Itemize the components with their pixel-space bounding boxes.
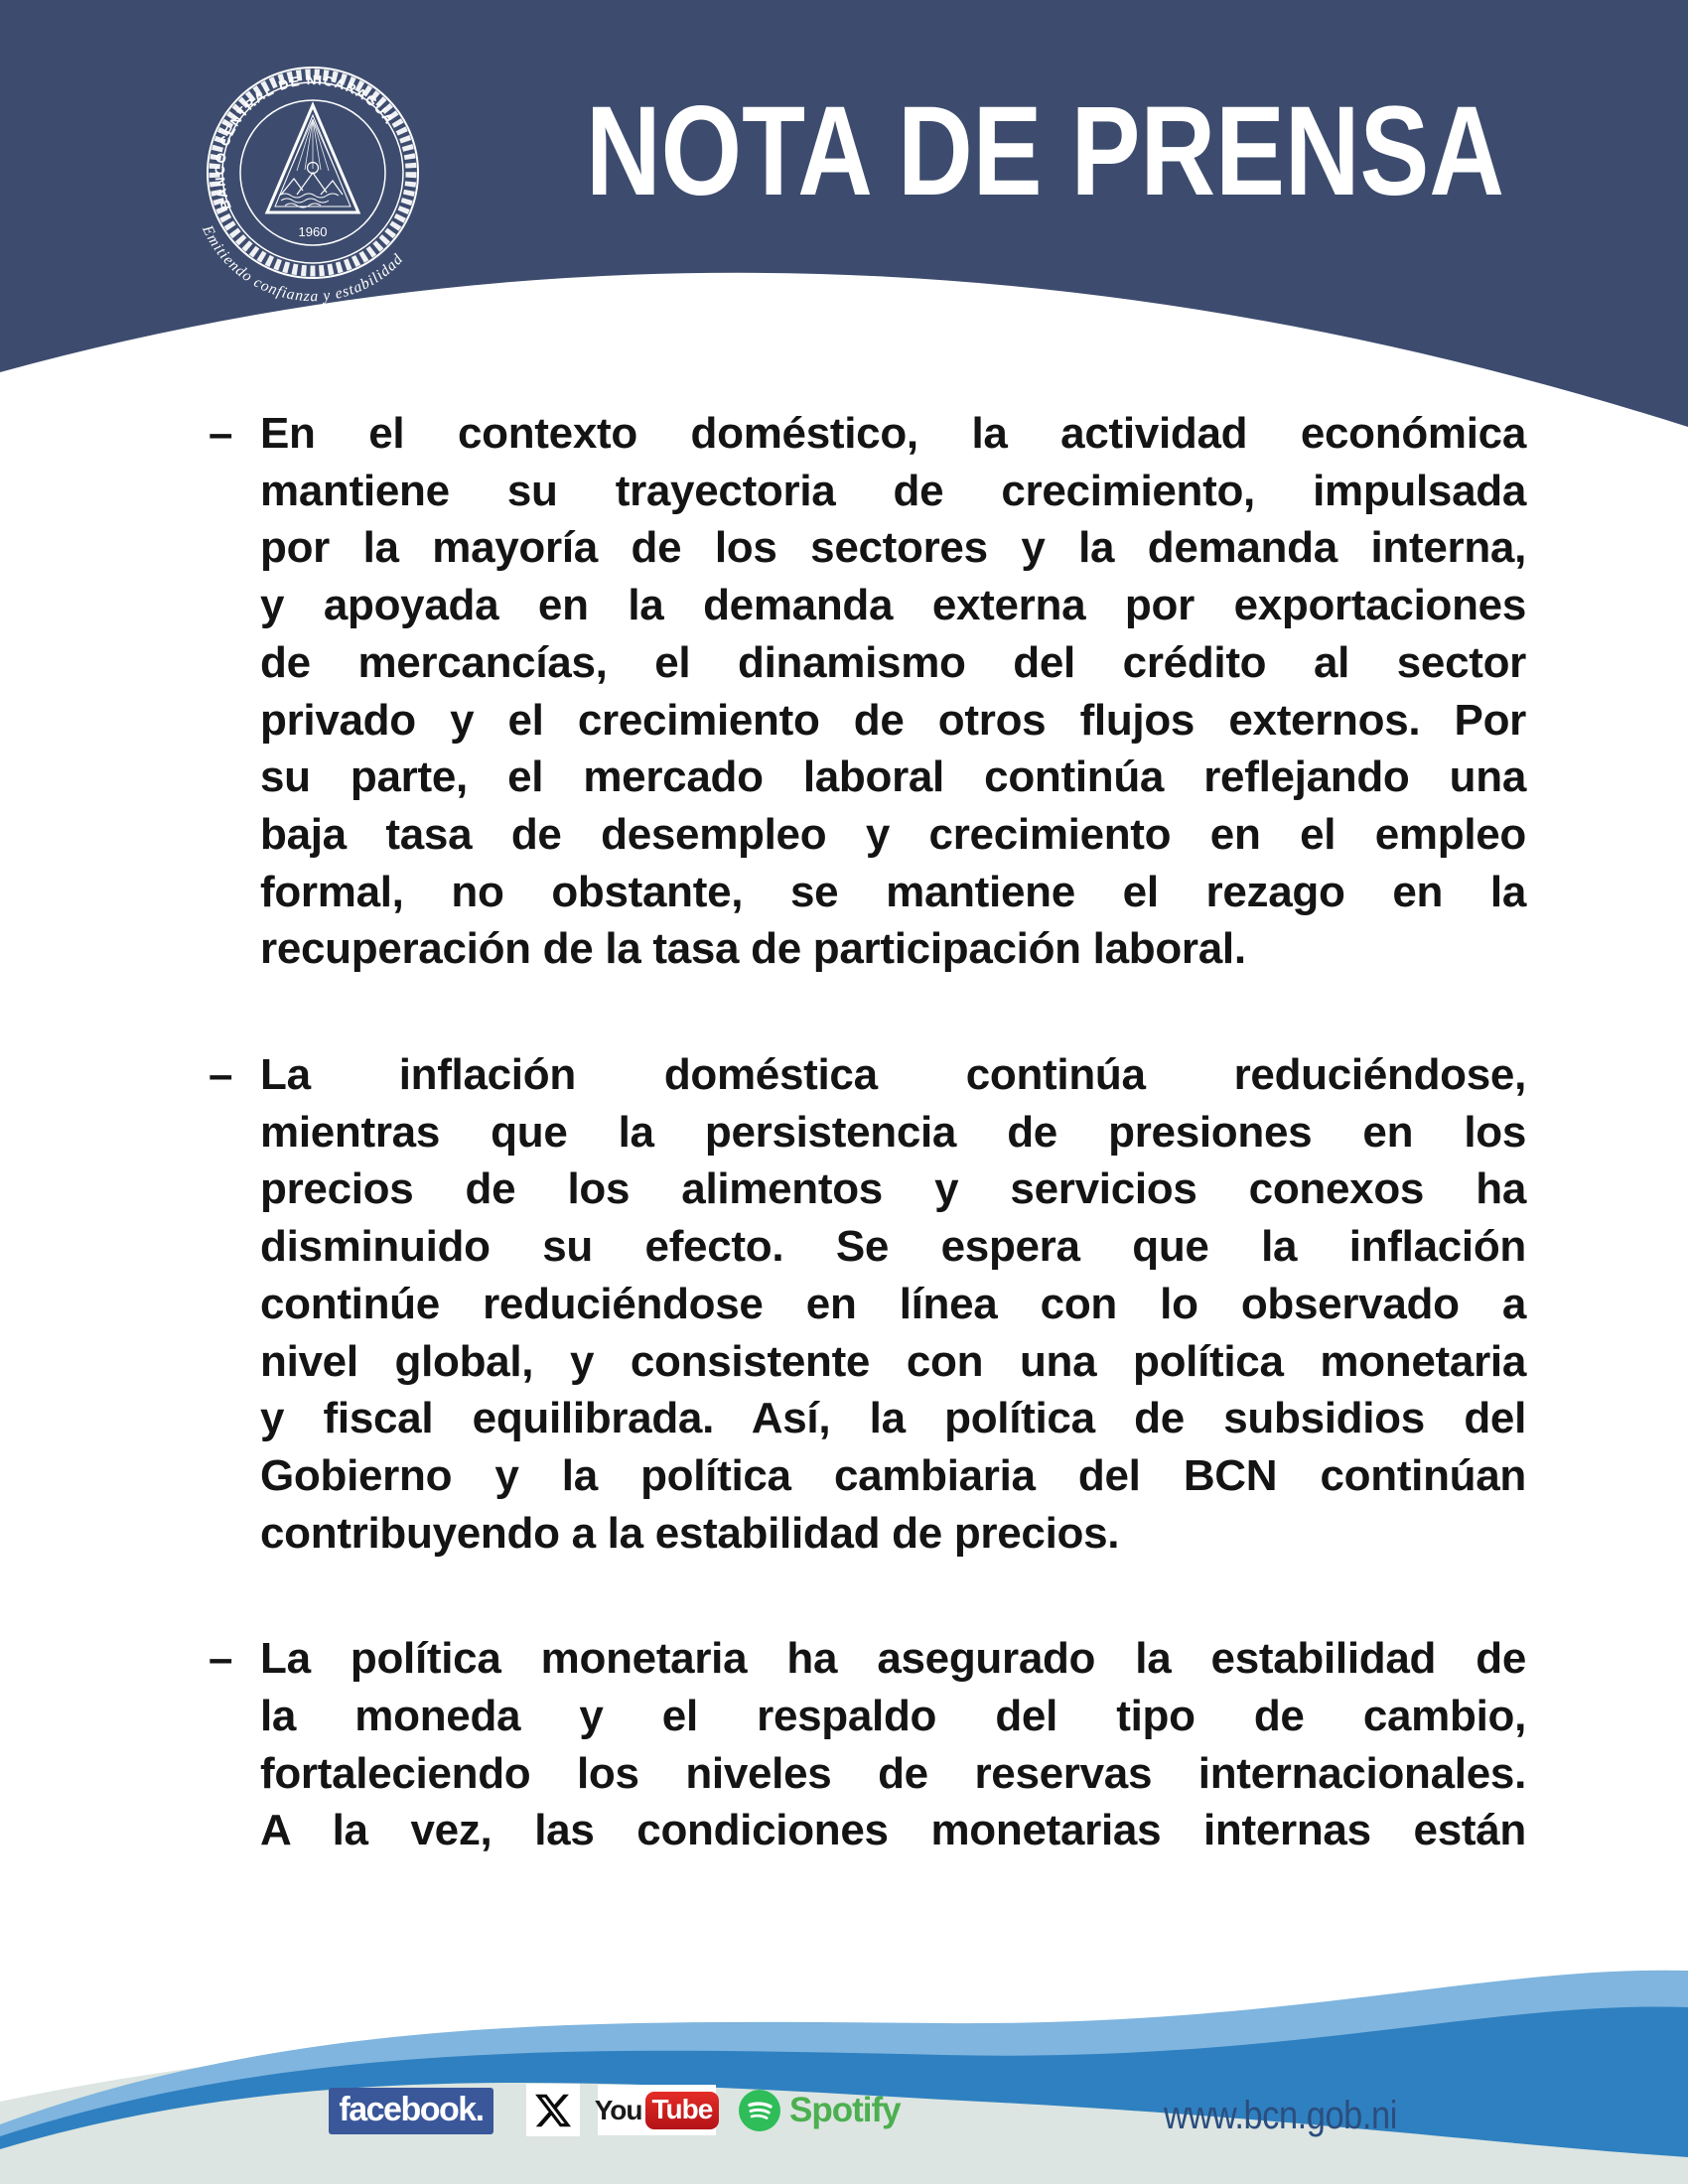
logo-triangle-emblem bbox=[267, 105, 358, 212]
bullet-lines bbox=[260, 1630, 1526, 1859]
page-title: NOTA DE PRENSA bbox=[586, 80, 1504, 222]
body-line: de mercancías, el dinamismo del crédito al sector bbox=[260, 637, 1526, 687]
body-line: En el contexto doméstico, la actividad económica bbox=[260, 409, 1526, 458]
body-line: su parte, el mercado laboral continúa reflejando una bbox=[260, 752, 1526, 802]
body-line: baja tasa de desempleo y crecimiento en el empleo bbox=[260, 809, 1526, 859]
bcn-logo bbox=[192, 26, 434, 343]
x-logo-icon bbox=[533, 2091, 573, 2130]
logo-year: 1960 bbox=[298, 224, 328, 239]
body-line: La política monetaria ha asegurado la estabilidad de bbox=[260, 1634, 1526, 1684]
body-line: La inflación doméstica continúa reduciéndose, bbox=[260, 1050, 1526, 1100]
svg-text:BANCO CENTRAL DE NICARAGUA bbox=[212, 72, 397, 211]
body-line: y apoyada en la demanda externa por exportaciones bbox=[260, 581, 1526, 630]
body-line: recuperación de la tasa de participación laboral. bbox=[260, 924, 1246, 974]
body-line: A la vez, las condiciones monetarias internas están bbox=[260, 1806, 1526, 1855]
body-line: fortaleciendo los niveles de reservas internacionales. bbox=[260, 1748, 1526, 1798]
body-line: mantiene su trayectoria de crecimiento, impulsada bbox=[260, 466, 1526, 515]
bullet-item bbox=[209, 405, 1526, 978]
body-line: precios de los alimentos y servicios conexos ha bbox=[260, 1164, 1526, 1214]
spotify-link[interactable] bbox=[739, 2087, 901, 2134]
logo-ring-text-bottom: Emitiendo confianza y estabilidad bbox=[199, 222, 407, 306]
body-line: contribuyendo a la estabilidad de precios. bbox=[260, 1508, 1120, 1558]
bullet-dash: – bbox=[209, 1050, 233, 1100]
body-line: nivel global, y consistente con una política monetaria bbox=[260, 1336, 1526, 1386]
bullet-item bbox=[209, 1046, 1526, 1562]
body-line: continúe reduciéndose en línea con lo observado a bbox=[260, 1279, 1526, 1328]
body-line: por la mayoría de los sectores y la demanda interna, bbox=[260, 523, 1526, 573]
bullet-item bbox=[209, 1630, 1526, 1859]
body-line: mientras que la persistencia de presiones en los bbox=[260, 1107, 1526, 1157]
bullet-dash: – bbox=[209, 409, 233, 458]
facebook-logo-icon: facebook. bbox=[339, 2091, 484, 2128]
bullet-lines bbox=[260, 405, 1526, 978]
spotify-logo-label: Spotify bbox=[789, 2091, 901, 2129]
body-line: Gobierno y la política cambiaria del BCN continúan bbox=[260, 1450, 1526, 1500]
logo-ring-text-top: BANCO CENTRAL DE NICARAGUA bbox=[211, 72, 398, 212]
spotify-logo-icon bbox=[739, 2090, 780, 2131]
youtube-logo-you: You bbox=[594, 2094, 642, 2125]
body-line: y fiscal equilibrada. Así, la política de subsidios del bbox=[260, 1394, 1526, 1443]
website-url[interactable]: www.bcn.gob.ni bbox=[1164, 2094, 1397, 2137]
body-line: formal, no obstante, se mantiene el rezago en la bbox=[260, 867, 1526, 916]
facebook-link[interactable] bbox=[329, 2088, 493, 2134]
body-line: la moneda y el respaldo del tipo de cambio, bbox=[260, 1692, 1526, 1741]
body-line: disminuido su efecto. Se espera que la inflación bbox=[260, 1222, 1526, 1272]
body-line: privado y el crecimiento de otros flujos externos. Por bbox=[260, 695, 1526, 745]
bullet-dash: – bbox=[209, 1634, 233, 1684]
press-note-body bbox=[209, 405, 1526, 1859]
youtube-link[interactable] bbox=[594, 2085, 716, 2135]
x-link[interactable] bbox=[526, 2084, 580, 2136]
bullet-lines bbox=[260, 1046, 1526, 1562]
youtube-logo-tube-icon: Tube bbox=[645, 2092, 720, 2129]
footer-waves bbox=[0, 1856, 1688, 2184]
